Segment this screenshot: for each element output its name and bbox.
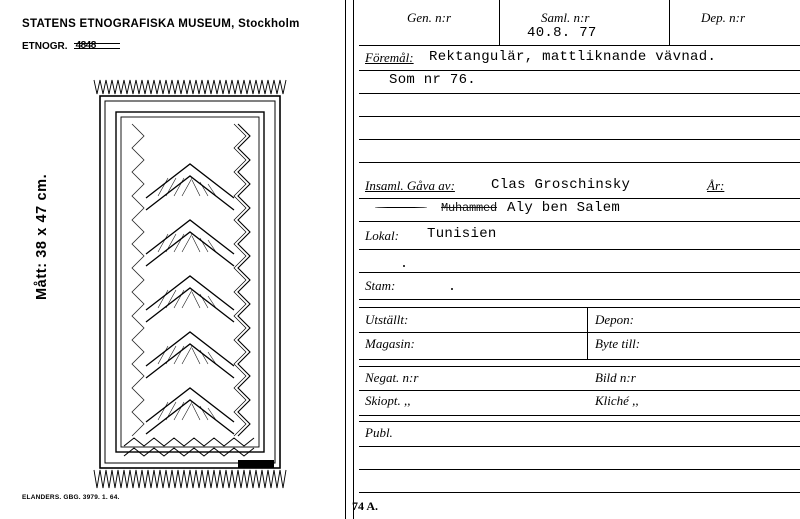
header-saml-nr-value: 40.8. 77 (527, 25, 597, 41)
foremal-label: Föremål: (365, 50, 414, 65)
form-grid (359, 0, 800, 519)
header-gen-nr-label: Gen. n:r (407, 10, 452, 25)
insaml-value: Clas Groschinsky (491, 177, 631, 193)
rule-magasin-2 (359, 366, 800, 367)
etnogr-row (22, 40, 120, 52)
foremal-value-line1: Rektangulär, mattliknande vävnad. (429, 49, 717, 65)
stray-dot-1 (451, 288, 453, 290)
rule-stam (359, 299, 800, 300)
etnogr-number-scribble (74, 40, 120, 52)
magasin-label: Magasin: (365, 336, 415, 351)
stray-dot-2 (403, 265, 405, 267)
museum-title: STATENS ETNOGRAFISKA MUSEUM, Stockholm (22, 18, 300, 30)
stam-label: Stam: (365, 278, 396, 293)
byte-till-label: Byte till: (595, 336, 641, 351)
form-panel (345, 0, 800, 519)
measurements-label: Mått: 38 x 47 cm. (34, 173, 50, 300)
printer-note: ELANDERS. GBG. 3979. 1. 64. (22, 494, 120, 501)
negat-label: Negat. n:r (365, 370, 419, 385)
rule-insaml-2 (359, 221, 800, 222)
rule-foremal-5 (359, 162, 800, 163)
rule-insaml (359, 198, 800, 199)
rule-stam-2 (359, 307, 800, 308)
rule-foremal-4 (359, 139, 800, 140)
footer-number: 74 A. (352, 499, 379, 513)
rule-magasin (359, 359, 800, 360)
lokal-value: Tunisien (427, 226, 497, 242)
header-sep-1 (499, 0, 500, 45)
ar-label: År: (707, 178, 725, 193)
left-panel (0, 0, 345, 519)
woven-textile-drawing (88, 78, 294, 490)
textile-svg (88, 78, 294, 490)
lokal-label: Lokal: (365, 228, 399, 243)
sep-utstallt-depon (587, 307, 588, 359)
pen-scribble-1 (375, 207, 427, 208)
rule-publ-2 (359, 469, 800, 470)
rule-negat (359, 390, 800, 391)
header-bottom-rule (359, 45, 800, 46)
insaml-value-line2: Aly ben Salem (507, 200, 621, 216)
rule-foremal-1 (359, 70, 800, 71)
panel-divider-outer (345, 0, 346, 519)
depon-label: Depon: (595, 312, 634, 327)
publ-label: Publ. (365, 425, 393, 440)
rule-utstallt (359, 332, 800, 333)
rule-skiopt-2 (359, 421, 800, 422)
rule-foremal-3 (359, 116, 800, 117)
utstallt-label: Utställt: (365, 312, 409, 327)
header-dep-nr-label: Dep. n:r (701, 10, 746, 25)
rule-skiopt (359, 415, 800, 416)
foremal-value-line2: Som nr 76. (389, 72, 477, 88)
kliche-label: Kliché ,, (595, 393, 639, 408)
header-saml-nr-label: Saml. n:r (541, 10, 590, 25)
insaml-struck-value: Muhammed (441, 201, 498, 215)
rule-lokal-2 (359, 272, 800, 273)
rule-publ (359, 446, 800, 447)
rule-foremal-2 (359, 93, 800, 94)
bild-label: Bild n:r (595, 370, 636, 385)
rule-publ-3 (359, 492, 800, 493)
panel-divider-inner (353, 0, 354, 519)
skiopt-label: Skiopt. ,, (365, 393, 411, 408)
etnogr-number-text: 4848 (75, 40, 96, 51)
header-sep-2 (669, 0, 670, 45)
insaml-label: Insaml. Gåva av: (365, 178, 455, 193)
rule-lokal (359, 249, 800, 250)
etnogr-label: ETNOGR. (22, 41, 68, 52)
